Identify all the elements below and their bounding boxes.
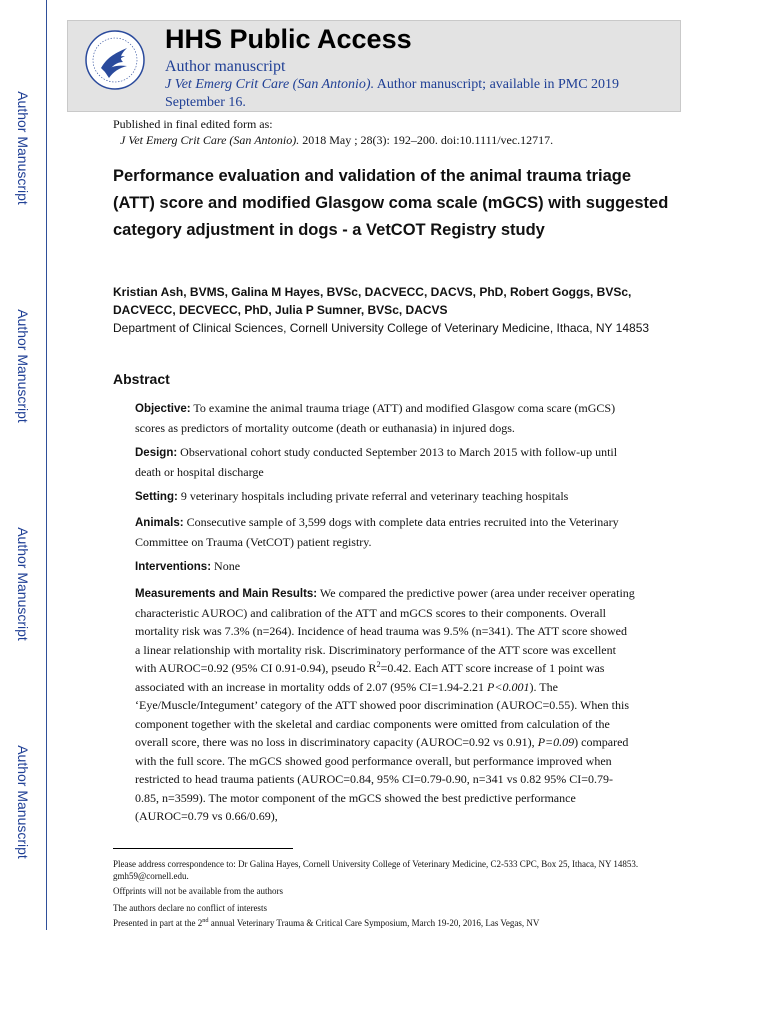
abstract-results: Measurements and Main Results: We compared the predictive power (area under receiver operating characteristic AUROC) and calibration of the ATT and mGCS scores to their components. Overall mortality risk was 7.3% (n=264). Incidence of head trauma was 9.5% (n=341). The ATT score showed a linear relationship with mortality risk. Discriminatory performance of the ATT score was excellent with AUROC=0.92 (95% CI 0.91-0.94), pseudo $R^2=0.42$. Each ATT score increase of 1 point was associated with an increase in mortality odds of 2.07 (95% CI=1.94-2.21 P<0.001). The ‘Eye/Muscle/Integument’ category of the ATT showed poor discrimination (AUROC=0.55). When this component together with the skeletal and cardiac components were omitted from calculation of the overall score, there was no loss in discriminatory capacity (AUROC=0.92 vs 0.91), P=0.09) compared with the full score. The mGCS showed good performance overall, but performance improved when restricted to head trauma patients (AUROC=0.84, 95% CI=0.79-0.90, n=341 vs 0.82 95% CI=0.79-0.85, n=3599). The motor component of the mGCS showed the best predictive performance (AUROC=0.79 vs 0.66/0.69), [135, 586, 635, 823]
hhs-banner [67, 20, 681, 112]
sidebar-label-1: Author Manuscript [15, 91, 31, 205]
footnote-divider [113, 848, 293, 849]
affiliation: Department of Clinical Sciences, Cornell University College of Veterinary Medicine, Ithaca, NY 14853 [113, 321, 650, 335]
abstract-setting: Setting: 9 veterinary hospitals including private referral and veterinary teaching hospitals [135, 489, 569, 503]
footnote-offprints: Offprints will not be available from the authors [113, 886, 284, 896]
hhs-public-access-title: HHS Public Access [165, 24, 412, 54]
abstract-objective: Objective: To examine the animal trauma triage (ATT) and modified Glasgow coma scare (mGCS) scores as predictors of mortality outcome (death or euthanasia) in injured dogs. [135, 401, 616, 435]
article-title: Performance evaluation and validation of the animal trauma triage (ATT) score and modified Glasgow coma scale (mGCS) with suggested category adjustment in dogs - a VetCOT Registry study [113, 167, 669, 239]
author-list: Kristian Ash, BVMS, Galina M Hayes, BVSc, DACVECC, DACVS, PhD, Robert Goggs, BVSc, DACVECC, DECVECC, PhD, Julia P Sumner, BVSc, DACVS [113, 285, 632, 317]
journal-availability: J Vet Emerg Crit Care (San Antonio). Author manuscript; available in PMC 2019 September 16. [165, 77, 620, 110]
abstract-interventions: Interventions: None [135, 559, 241, 573]
footnote-presented: Presented in part at the 2nd annual Veterinary Trauma & Critical Care Symposium, March 19-20, 2016, Las Vegas, NV [113, 917, 540, 928]
author-name: Galina M Hayes, BVSc, DACVECC, DACVS, PhD [231, 285, 504, 299]
abstract-design: Design: Observational cohort study conducted September 2013 to March 2015 with follow-up until death or hospital discharge [135, 445, 618, 479]
footnote-correspondence: Please address correspondence to: Dr Galina Hayes, Cornell University College of Veterinary Medicine, C2-533 CPC, Box 25, Ithaca, NY 14853. gmh59@cornell.edu. [113, 859, 639, 881]
sidebar-label-3: Author Manuscript [15, 527, 31, 641]
hhs-eagle-seal-icon [83, 28, 147, 92]
author-manuscript-sidebar [0, 0, 47, 930]
author-manuscript-label: Author manuscript [165, 58, 286, 75]
author-name: Kristian Ash, BVMS [113, 285, 225, 299]
journal-name[interactable]: J Vet Emerg Crit Care (San Antonio). [165, 77, 375, 92]
published-citation: Published in final edited form as: J Vet Emerg Crit Care (San Antonio). 2018 May ; 28(3): 192–200. doi:10.1111/vec.12717. [113, 117, 554, 147]
sidebar-label-2: Author Manuscript [15, 309, 31, 423]
sidebar-label-4: Author Manuscript [15, 745, 31, 859]
doi-citation[interactable]: 2018 May ; 28(3): 192–200. doi:10.1111/vec.12717. [299, 133, 554, 147]
author-name: Julia P Sumner, BVSc, DACVS [275, 303, 448, 317]
author-name: Robert Goggs, BVSc, DACVECC, DECVECC, PhD [113, 285, 632, 317]
footnote-conflict: The authors declare no conflict of interests [113, 903, 267, 913]
abstract-animals: Animals: Consecutive sample of 3,599 dogs with complete data entries recruited into the Veterinary Committee on Trauma (VetCOT) patient registry. [135, 515, 619, 549]
abstract-heading: Abstract [113, 371, 170, 387]
